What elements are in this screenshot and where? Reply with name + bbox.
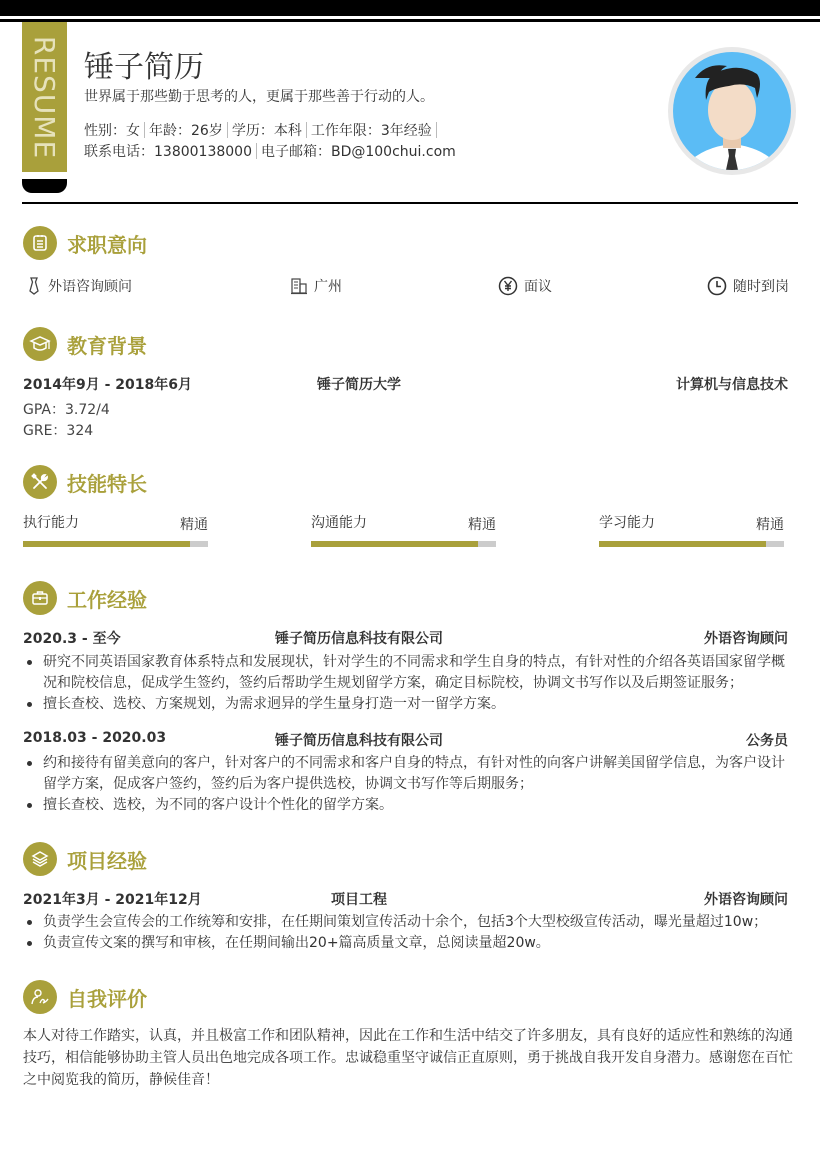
avatar-illustration-icon [673,52,791,170]
graduation-cap-icon [23,327,57,361]
bullet-item: 研究不同英语国家教育体系特点和发展现状，针对学生的不同需求和学生自身的特点，有针对性的介绍各英语国家留学概况和院校信息，促成学生签约，签约后帮助学生规划留学方案，确定目标院校，协调文书写作以及后期签证服务； [23,652,793,694]
top-bar [0,0,820,16]
intent-availability [707,276,789,296]
intent-availability-label: 随时到岗 [733,279,789,295]
info-experience: 工作年限：3年经验 [310,123,432,139]
education-major: 计算机与信息技术 [676,377,788,393]
skill-item [599,512,784,552]
ribbon-foot [22,179,67,193]
skill-name: 学习能力 [599,515,655,531]
info-email: 电子邮箱：BD@100chui.com [260,144,456,160]
section-education-title [23,327,147,361]
ribbon-text: RESUME [28,35,62,159]
info-age: 年龄：26岁 [149,123,223,139]
resume-ribbon-label [22,22,67,172]
divider [227,122,228,138]
bullet-item: 擅长查校、选校、方案规划，为需求迥异的学生量身打造一对一留学方案。 [23,694,793,715]
section-label: 工作经验 [67,587,147,612]
education-gpa: GPA：3.72/4 [23,402,110,418]
skill-level: 精通 [468,517,496,533]
basic-info-line-1 [84,120,441,140]
info-gender: 性别：女 [84,123,140,139]
tools-icon [23,465,57,499]
education-school: 锤子简历大学 [317,377,401,393]
skill-bar-fill [311,541,478,547]
section-projects-title [23,842,147,876]
divider [144,122,145,138]
section-work-title [23,581,147,615]
intent-city [290,276,342,296]
section-skills-title [23,465,147,499]
section-label: 求职意向 [67,232,147,257]
bullet-item: 擅长查校、选校，为不同的客户设计个性化的留学方案。 [23,795,793,816]
skill-bar [23,541,208,547]
intent-position-label: 外语咨询顾问 [48,279,132,295]
project-name: 项目工程 [331,892,387,908]
skill-bar-fill [23,541,190,547]
job-bullets [23,652,793,715]
self-evaluation-text: 本人对待工作踏实，认真，并且极富工作和团队精神，因此在工作和生活中结交了许多朋友，具有良好的适应性和熟练的沟通技巧，相信能够协助主管人员出色地完成各项工作。忠诚稳重坚守诚信正直原则，勇于挑战自我开发自身潜力。感谢您在百忙之中阅览我的简历，静候佳音！ [23,1028,793,1088]
job-role: 外语咨询顾问 [704,631,788,647]
avatar [668,47,796,175]
section-label: 教育背景 [67,333,147,358]
clipboard-icon [23,226,57,260]
skill-bar-fill [599,541,766,547]
layers-icon [23,842,57,876]
job-role: 公务员 [746,733,788,749]
bullet-item: 负责宣传文案的撰写和审核，在任期间输出20+篇高质量文章，总阅读量超20w。 [23,933,793,954]
tie-icon [26,277,42,295]
yen-icon [498,276,518,296]
job-company: 锤子简历信息科技有限公司 [275,733,443,749]
skill-level: 精通 [756,517,784,533]
skill-bar [311,541,496,547]
education-period: 2014年9月 - 2018年6月 [23,377,192,393]
info-degree: 学历：本科 [231,123,302,139]
divider [256,143,257,159]
job-period: 2018.03 - 2020.03 [23,730,167,746]
job-bullets [23,753,793,816]
bullet-item: 约和接待有留美意向的客户，针对客户的不同需求和客户自身的特点，有针对性的向客户讲解美国留学信息，为客户设计留学方案，促成客户签约，签约后为客户提供选校，协调文书写作等后期服务； [23,753,793,795]
clock-icon [707,276,727,296]
section-intent-title [23,226,147,260]
info-phone: 联系电话：13800138000 [84,144,252,160]
divider [306,122,307,138]
briefcase-icon [23,581,57,615]
job-period: 2020.3 - 至今 [23,631,121,647]
project-period: 2021年3月 - 2021年12月 [23,892,202,908]
divider [436,122,437,138]
basic-info-line-2 [84,141,456,161]
candidate-name: 锤子简历 [84,50,204,85]
skill-name: 沟通能力 [311,515,367,531]
section-label: 项目经验 [67,848,147,873]
skill-name: 执行能力 [23,515,79,531]
project-bullets [23,912,793,954]
header-divider [22,202,798,204]
skill-item [311,512,496,552]
skill-level: 精通 [180,517,208,533]
intent-salary-label: 面议 [524,279,552,295]
intent-position [26,276,132,296]
section-self-title [23,980,147,1014]
building-icon [290,277,308,295]
person-sign-icon [23,980,57,1014]
intent-city-label: 广州 [314,279,342,295]
motto: 世界属于那些勤于思考的人，更属于那些善于行动的人。 [84,89,434,105]
skill-bar [599,541,784,547]
section-label: 技能特长 [67,471,147,496]
education-gre: GRE：324 [23,423,94,439]
top-rule [0,19,820,22]
bullet-item: 负责学生会宣传会的工作统筹和安排，在任期间策划宣传活动十余个，包括3个大型校级宣传活动，曝光量超过10w； [23,912,793,933]
project-role: 外语咨询顾问 [704,892,788,908]
intent-salary [498,276,552,296]
section-label: 自我评价 [67,986,147,1011]
skill-item [23,512,208,552]
job-company: 锤子简历信息科技有限公司 [275,631,443,647]
